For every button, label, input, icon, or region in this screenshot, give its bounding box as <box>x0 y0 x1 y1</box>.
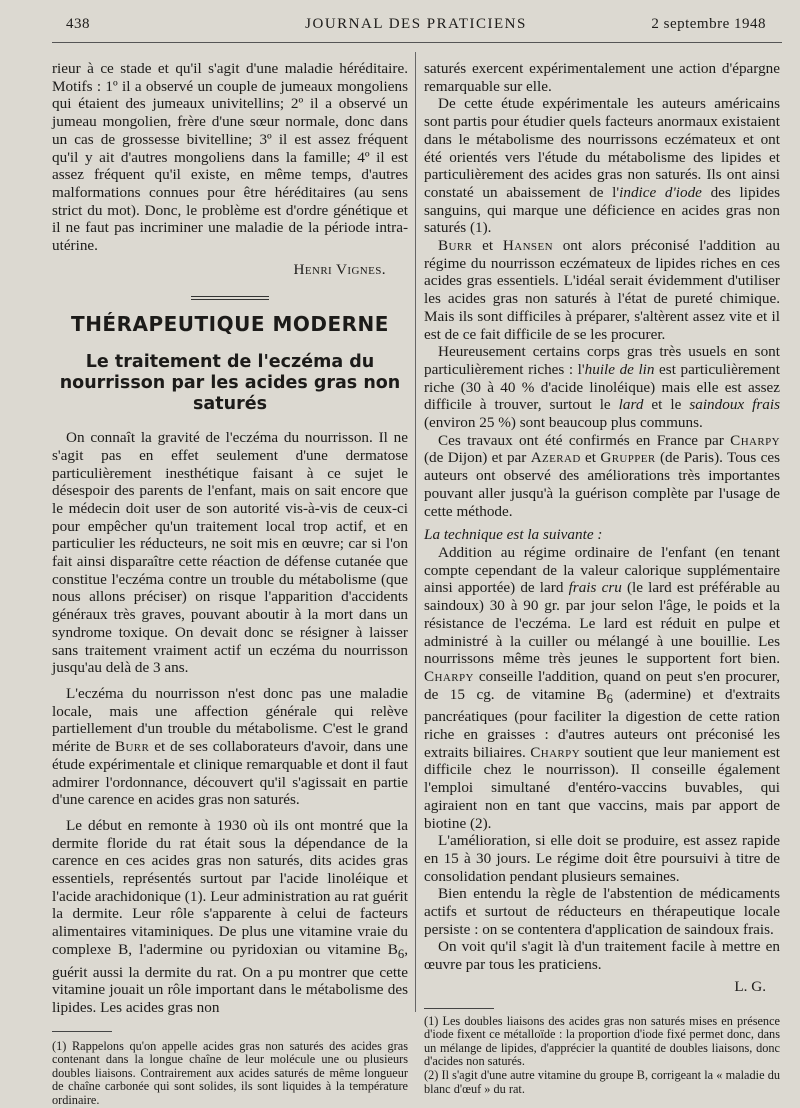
journal-name: JOURNAL DES PRATICIENS <box>305 16 527 32</box>
author-name: Grupper <box>600 449 656 467</box>
author-name: Burr <box>114 738 150 756</box>
text-run: L'eczéma du nourrisson n'est donc pas une maladie locale, mais une affection générale qui relève partiellement d'un trouble du métabolisme. C'est le grand mérite de <box>52 684 408 756</box>
text-run: Heureusement certains corps gras très usuels en sont particulièrement riches : l' <box>424 343 780 378</box>
text-run: (de Dijon) et par <box>424 449 531 467</box>
paragraph <box>52 685 408 809</box>
paragraph <box>424 544 780 832</box>
italic-term: huile de lin <box>584 360 655 378</box>
author-name: Hansen <box>502 237 553 255</box>
paragraph: On voit qu'il s'agit là d'un traitement facile à mettre en œuvre par tous les praticiens. <box>424 938 780 974</box>
footnote: (2) Il s'agit d'une autre vitamine du groupe B, corrigeant la « maladie du blanc d'œuf » du rat. <box>424 1067 780 1096</box>
text-run: Le début en remonte à 1930 où ils ont montré que la dermite floride du rat était sous la dépendance de la carence en ces acides gras non saturés, dits acides gras essentiels, représentés surtout par l'acide linoléique et l'acide arachidonique (1). Leur administration au rat guérit la dermite. Leur rôle s'apparente à celui de facteurs alimentaires vitaminiques. De plus une vitamine vraie du complexe B, l'adermine ou pyridoxian ou vitamine B <box>52 816 408 958</box>
paragraph <box>424 343 780 432</box>
text-run: ont alors préconisé l'addition au régime du nourrisson eczémateux de lipides riches en ces acides gras essentiels. L'idéal serait évidemment d'utiliser les acides gras non saturés à l'état de pureté chimique. Mais ils sont difficiles à préparer, s'altèrent assez vite et il est de ce fait difficile de se les procurer. <box>424 237 780 343</box>
text-run: , guérit aussi la dermite du rat. On a pu montrer que cette vitamine jouait un rôle important dans le métabolisme des lipides. Les acides gras non <box>52 940 408 1016</box>
author-name: Charpy <box>530 743 581 761</box>
text-run: des lipides sanguins, qui marque une déficience en acides gras non saturés (1). <box>424 183 780 237</box>
paragraph <box>424 432 780 521</box>
paragraph: Bien entendu la règle de l'abstention de médicaments actifs et surtout de réducteurs en thérapeutique locale persiste : on se contentera d'application de saindoux frais. <box>424 885 780 938</box>
paragraph: saturés exercent expérimentalement une action d'épargne remarquable sur elle. <box>424 60 780 95</box>
header-rule <box>52 42 782 43</box>
text-run: Addition au régime ordinaire de l'enfant (en tenant compte cependant de la valeur calorique supplémentaire ainsi apportée) de lard <box>424 543 780 597</box>
text-run: et le <box>643 396 690 414</box>
left-column <box>52 60 408 1108</box>
footnote: (1) Rappelons qu'on appelle acides gras non saturés des acides gras contenant dans la longue chaîne de leur molécule une ou plusieurs doubles liaisons. Contrairement aux acides saturés de même longueur de chaîne carbonée qui sont solides, ils sont liquides à la température ordinaire. <box>52 1038 408 1108</box>
text-run: soutient que leur maniement est difficile chez le nourrisson). Il conseille également l'emploi simultané d'entéro-vaccins buvables, qui agiraient non en tant que vaccins, mais par apport de biotine (2). <box>424 743 781 832</box>
author-name: Charpy <box>424 667 474 685</box>
right-column <box>424 60 780 1096</box>
text-run: est particulièrement riche (30 à 40 % d'acide linoléique) mais elle est assez difficile à trouver, surtout le <box>424 360 780 414</box>
author-name: Charpy <box>730 431 780 449</box>
text-run: (de Paris). Tous ces auteurs ont observé des améliorations très importantes pouvant aller jusqu'à la guérison complète par l'usage de cette méthode. <box>424 449 780 520</box>
previous-article-end: rieur à ce stade et qu'il s'agit d'une maladie héréditaire. Motifs : 1º il a observé un couple de jumeaux mongoliens qui étaient des jumeaux univitellins; 2º il a observé un jumeau mongolien, frère d'une sœur normale, donc dans un cas de grossesse bivitelline; 3º il est assez fréquent qu'il y ait d'autres mongoliens dans la famille; 4º il est assez fréquent qu'il existe, en même temps, d'autres malformations connues pour être héréditaires (au sens strict du mot). Donc, le problème est d'ordre génétique et il ne faut pas incriminer une maladie de la période intra-utérine. <box>52 60 408 255</box>
author-name: Azerad <box>530 449 581 467</box>
article-title: Le traitement de l'eczéma du nourrisson par les acides gras non saturés <box>59 352 401 415</box>
text-run: De cette étude expérimentale les auteurs américains sont partis pour étudier quels facteurs anormaux existaient dans le métabolisme des nourrissons eczémateux et ont été orientés vers l'étude du métabolisme des lipides et particulièrement des acides gras non saturés. Ils ont ainsi constaté un abaissement de l' <box>424 95 780 201</box>
paragraph: L'amélioration, si elle doit se produire, est assez rapide en 15 à 30 jours. Le régime doit être poursuivi à titre de consolidation pendant plusieurs semaines. <box>424 832 780 885</box>
issue-date: 2 septembre 1948 <box>651 16 766 32</box>
footnote-rule <box>424 1008 494 1009</box>
paragraph: On connaît la gravité de l'eczéma du nourrisson. Il ne s'agit pas en effet seulement d'une dermatose particulièrement inesthétique faisant à ce sujet le désespoir des parents de l'enfant, mais on sait encore que le médecin doit user de son autorité vis-à-vis de ceux-ci pour empêcher qu'un traitement local trop actif, et en particulier les réducteurs, ne soit mis en œuvre; car si l'on fait ainsi disparaître cette réaction de défense cutanée que constitue l'eczéma contre un trouble du métabolisme (que nous allons préciser) on risque l'apparition d'accidents généraux très graves, pouvant aboutir à la mort dans un syndrome toxique. On devait donc se résigner à laisser sans traitement vraiment actif un eczéma du nourrisson jusqu'au delà de 3 ans. <box>52 429 408 677</box>
text-run: (environ 25 %) sont beaucoup plus communs. <box>424 414 703 432</box>
paragraph <box>424 237 780 343</box>
italic-term: saindoux frais <box>689 396 781 414</box>
author-initials: L. G. <box>734 977 766 995</box>
running-head <box>66 16 766 36</box>
text-run: (adermine) et d'extraits pancréatiques (pour faciliter la digestion de cette ration riche en graisses : d'autres auteurs ont préconisé les extraits biliaires. <box>424 685 781 761</box>
page-number: 438 <box>66 16 90 32</box>
text-run: (le lard est préférable au saindoux) 30 à 90 gr. par jour selon l'âge, le poids et la résistance de l'eczéma. Le lard est réduit en pulpe et administré à la cuiller ou mélangé à une bouillie. Les nourrissons même très jeunes le supportent fort bien. <box>424 579 780 668</box>
subheading: La technique est la suivante : <box>424 526 603 544</box>
subscript: 6 <box>397 946 405 961</box>
footnote: (1) Les doubles liaisons des acides gras non saturés mises en présence d'iode fixent ce métalloïde : la proportion d'iode fixé permet donc, dans un mélange de lipides, d'apprécier la quantité de doubles liaisons, donc d'acides non saturés. <box>424 1013 780 1069</box>
author-name: Burr <box>438 237 473 255</box>
section-separator <box>191 296 269 300</box>
paragraph <box>52 817 408 1017</box>
italic-term: lard <box>618 396 644 414</box>
italic-term: frais cru <box>568 579 622 597</box>
text-run: Ces travaux ont été confirmés en France par <box>438 431 731 449</box>
section-title: THÉRAPEUTIQUE MODERNE <box>71 312 389 337</box>
column-divider <box>415 52 416 1012</box>
subscript: 6 <box>606 691 613 706</box>
paragraph <box>424 95 780 237</box>
author-signature: Henri Vignes. <box>293 260 386 278</box>
text-run: conseille l'addition, quand on peut s'en procurer, de 15 cg. de vitamine B <box>424 667 780 703</box>
text-run: et <box>580 449 601 467</box>
text-run: et de ses collaborateurs d'avoir, dans une étude expérimentale et clinique remarquable et dont il faut admirer l'ordonnance, découvert qu'il s'agissait en partie d'une carence en acides gras non saturés. <box>52 738 408 809</box>
text-run: et <box>472 237 503 255</box>
italic-term: indice d'iode <box>619 183 702 201</box>
